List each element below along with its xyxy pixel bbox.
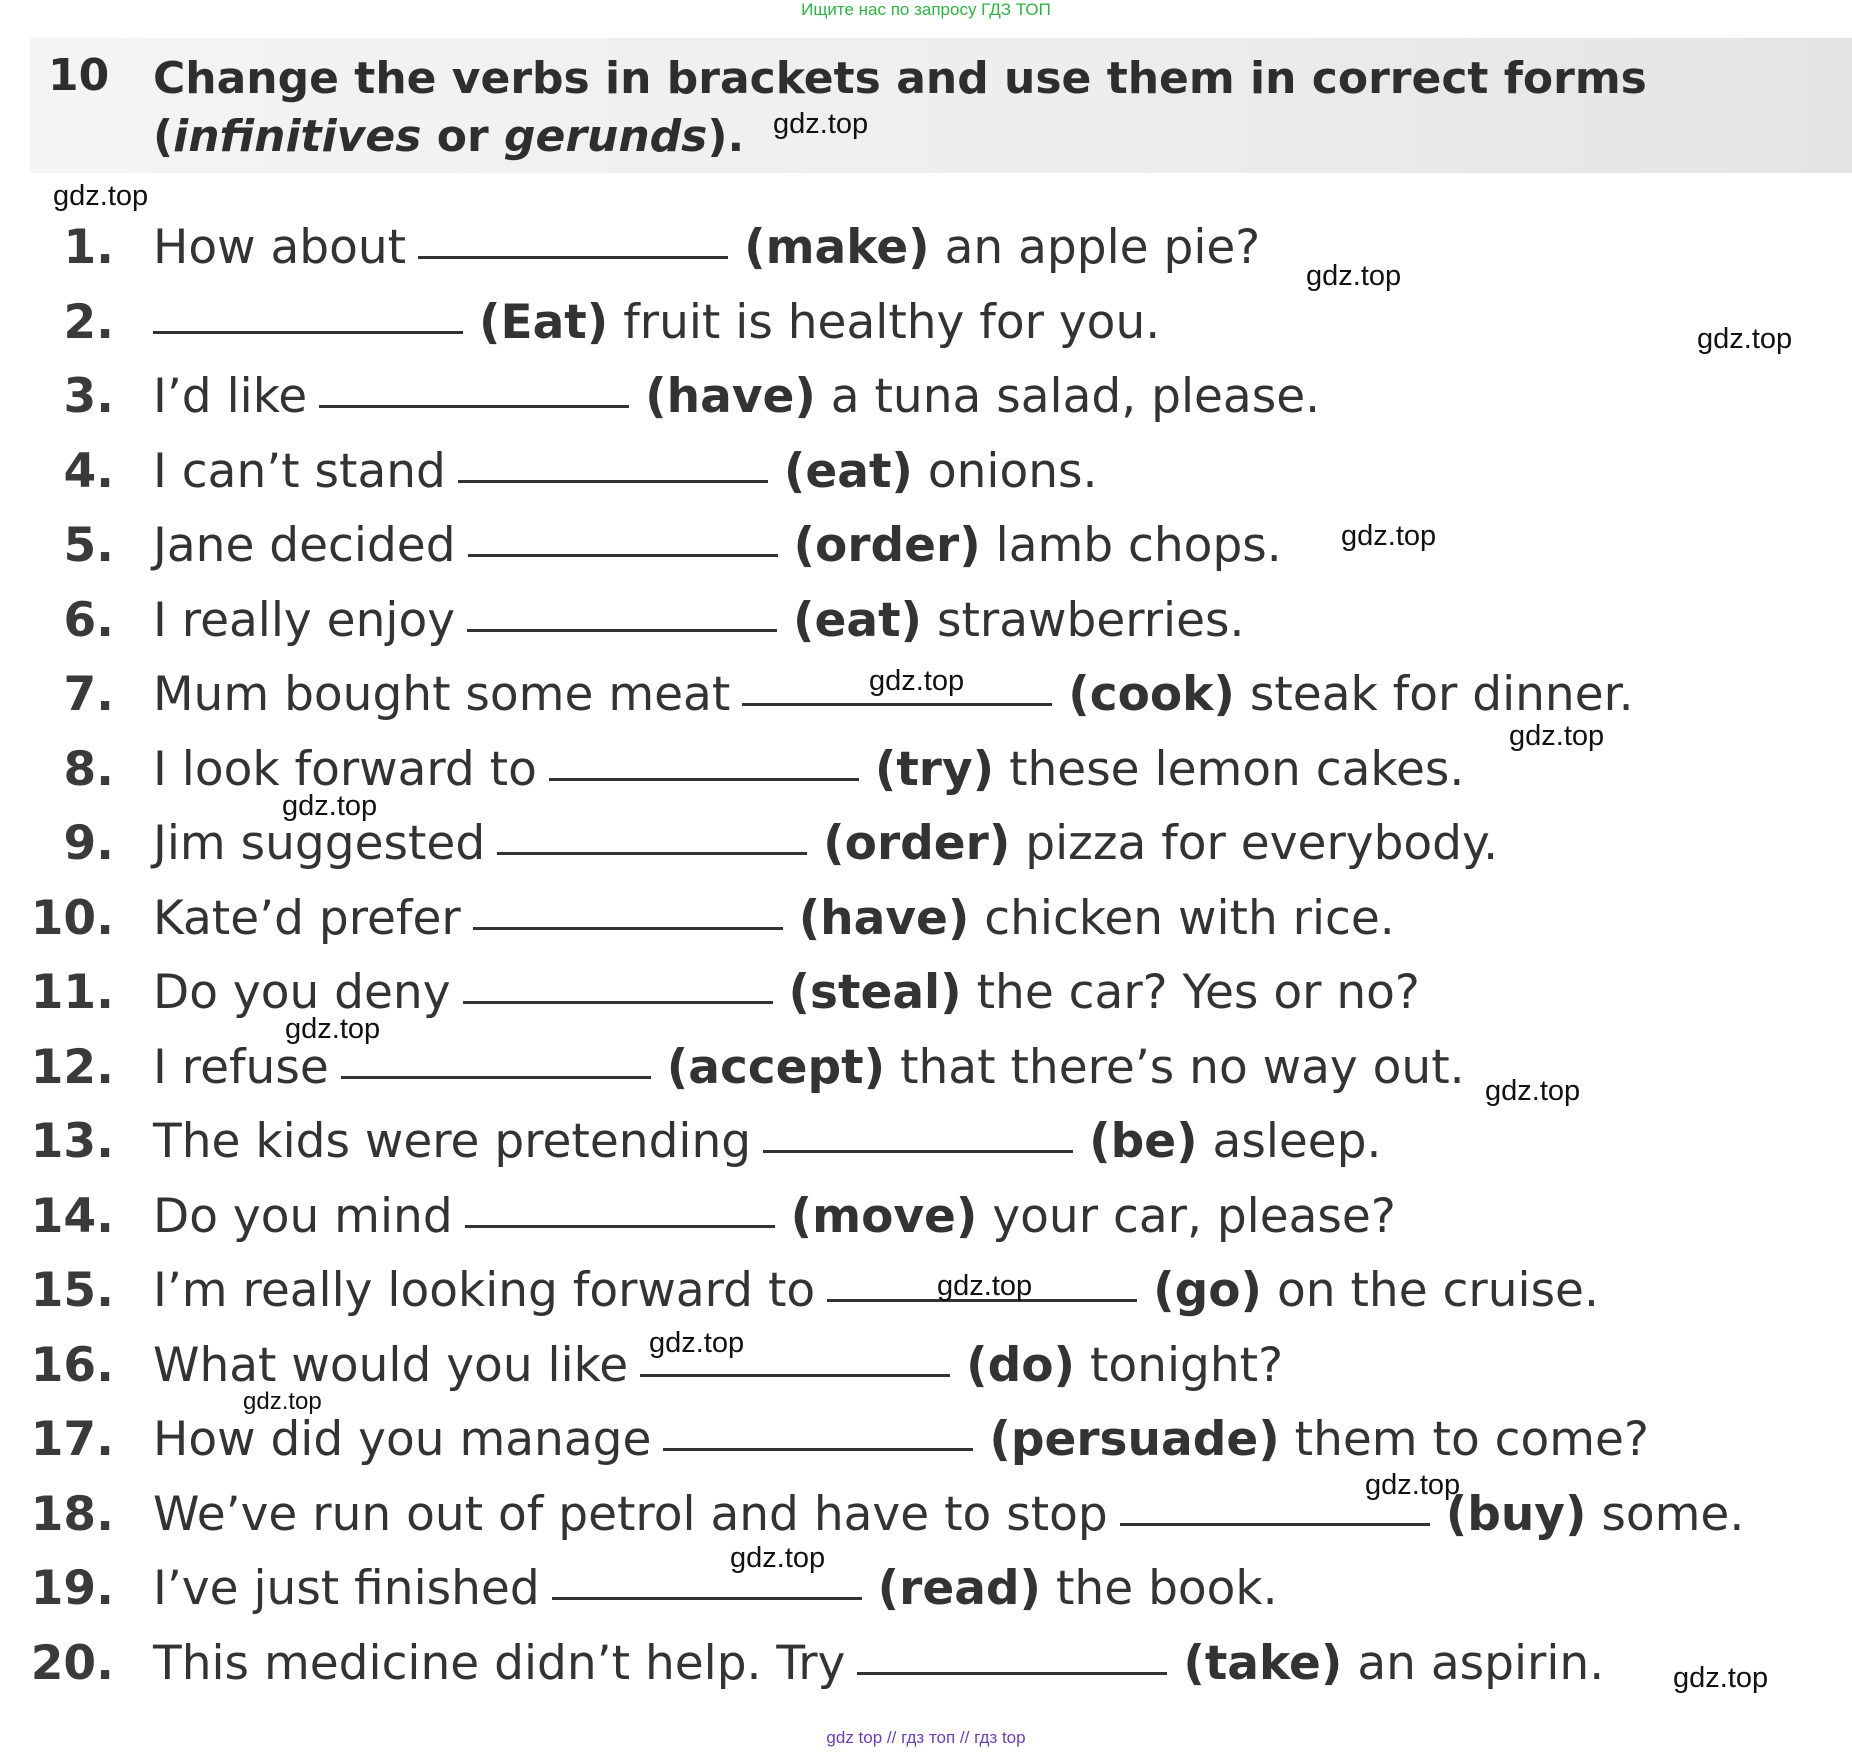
- item-sentence: [153, 218, 1260, 278]
- item-number: 19.: [30, 1561, 114, 1616]
- verb-hint: (persuade): [989, 1412, 1280, 1467]
- item-number: 10.: [30, 890, 114, 946]
- verb-hint: (take): [1183, 1635, 1343, 1691]
- watermark: gdz.top: [1673, 1662, 1769, 1694]
- answer-blank[interactable]: [552, 1593, 862, 1600]
- verb-hint: (Eat): [479, 294, 609, 350]
- item-number: 13.: [30, 1114, 114, 1169]
- item-sentence: [153, 293, 1160, 353]
- verb-hint: (go): [1153, 1263, 1263, 1318]
- sentence-end: some.: [1601, 1486, 1745, 1542]
- instructions-infinitives: infinitives: [173, 111, 422, 162]
- sentence-start: I’m really looking forward to: [153, 1263, 816, 1318]
- item-sentence: [153, 1485, 1744, 1545]
- sentence-end: pizza for everybody.: [1025, 816, 1499, 871]
- watermark: gdz.top: [773, 108, 869, 140]
- answer-blank[interactable]: [468, 550, 778, 557]
- item-number: 9.: [63, 816, 114, 871]
- watermark: gdz.top: [1509, 720, 1605, 752]
- watermark: gdz.top: [285, 1013, 381, 1045]
- sentence-start: Do you deny: [153, 965, 451, 1020]
- exercise-item: [0, 889, 1852, 949]
- search-hint-link[interactable]: Ищите нас по запросу ГДЗ ТОП: [801, 0, 1051, 19]
- item-sentence: [153, 889, 1395, 949]
- exercise-item: [0, 1485, 1852, 1545]
- watermark: gdz.top: [1485, 1075, 1581, 1107]
- verb-hint: (try): [874, 741, 995, 797]
- watermark: gdz.top: [649, 1327, 745, 1359]
- sentence-start: Do you mind: [153, 1188, 453, 1244]
- exercise-instructions: [153, 50, 1713, 166]
- instructions-paren-close: ).: [707, 111, 745, 162]
- sentence-end: your car, please?: [992, 1188, 1396, 1244]
- item-sentence: [153, 1559, 1278, 1619]
- verb-hint: (have): [798, 890, 970, 946]
- sentence-end: chicken with rice.: [984, 890, 1395, 946]
- instructions-line-1: Change the verbs in brackets and use them in correct forms: [153, 53, 1647, 104]
- answer-blank[interactable]: [763, 1146, 1073, 1153]
- exercise-item: [0, 516, 1852, 576]
- answer-blank[interactable]: [458, 476, 768, 483]
- verb-hint: (be): [1089, 1114, 1198, 1169]
- sentence-start: How about: [153, 220, 407, 275]
- instructions-or: or: [436, 111, 489, 162]
- watermark: gdz.top: [1341, 520, 1437, 552]
- sentence-end: an aspirin.: [1357, 1635, 1605, 1691]
- instructions-paren-open: (: [153, 111, 174, 162]
- verb-hint: (cook): [1068, 667, 1235, 722]
- item-number: 3.: [63, 369, 114, 424]
- watermark: gdz.top: [730, 1542, 826, 1574]
- watermark: gdz.top: [1697, 323, 1793, 355]
- answer-blank[interactable]: [742, 699, 1052, 706]
- exercise-item: [0, 1634, 1852, 1694]
- item-sentence: [153, 1261, 1599, 1321]
- item-sentence: [153, 1634, 1604, 1694]
- sentence-start: I really enjoy: [153, 592, 456, 648]
- sentence-start: Kate’d prefer: [153, 890, 461, 946]
- exercise-number: 10: [48, 50, 110, 101]
- item-sentence: [153, 1038, 1465, 1098]
- answer-blank[interactable]: [465, 1221, 775, 1228]
- exercise-item: [0, 1112, 1852, 1172]
- verb-hint: (do): [966, 1337, 1076, 1393]
- sentence-start: Jane decided: [153, 518, 456, 573]
- verb-hint: (steal): [788, 965, 962, 1020]
- item-sentence: [153, 591, 1244, 651]
- exercise-item: [0, 1261, 1852, 1321]
- item-number: 18.: [30, 1486, 114, 1542]
- sentence-end: the book.: [1056, 1561, 1278, 1616]
- item-number: 5.: [63, 518, 114, 573]
- answer-blank[interactable]: [463, 997, 773, 1004]
- sentence-start: Mum bought some meat: [153, 667, 731, 722]
- answer-blank[interactable]: [1120, 1519, 1430, 1526]
- exercise-item: [0, 1187, 1852, 1247]
- verb-hint: (order): [793, 518, 981, 573]
- verb-hint: (make): [744, 220, 930, 275]
- verb-hint: (read): [877, 1561, 1042, 1616]
- item-number: 6.: [63, 592, 114, 648]
- item-number: 4.: [63, 443, 114, 499]
- verb-hint: (accept): [666, 1039, 886, 1095]
- answer-blank[interactable]: [153, 327, 463, 334]
- sentence-start: The kids were pretending: [153, 1114, 752, 1169]
- verb-hint: (have): [645, 369, 816, 424]
- item-number: 1.: [63, 220, 114, 275]
- watermark: gdz.top: [282, 790, 378, 822]
- verb-hint: (order): [823, 816, 1011, 871]
- exercise-item: [0, 1559, 1852, 1619]
- sentence-end: an apple pie?: [944, 220, 1261, 275]
- item-number: 15.: [30, 1263, 114, 1318]
- watermark: gdz.top: [243, 1388, 322, 1415]
- footer-links[interactable]: gdz top // гдз топ // гдз top: [826, 1728, 1026, 1747]
- item-number: 2.: [63, 294, 114, 350]
- answer-blank[interactable]: [467, 625, 777, 632]
- sentence-start: This medicine didn’t help. Try: [153, 1635, 846, 1691]
- sentence-end: lamb chops.: [995, 518, 1282, 573]
- verb-hint: (buy): [1445, 1486, 1587, 1542]
- exercise-item: [0, 367, 1852, 427]
- answer-blank[interactable]: [473, 923, 783, 930]
- verb-hint: (eat): [783, 443, 913, 499]
- sentence-end: asleep.: [1212, 1114, 1382, 1169]
- sentence-start: I look forward to: [153, 741, 537, 797]
- exercise-item: [0, 1336, 1852, 1396]
- item-number: 16.: [30, 1337, 114, 1393]
- item-sentence: [153, 516, 1282, 576]
- sentence-end: tonight?: [1089, 1337, 1284, 1393]
- exercise-item: [0, 591, 1852, 651]
- sentence-start: Jim suggested: [153, 816, 486, 871]
- sentence-end: a tuna salad, please.: [830, 369, 1321, 424]
- answer-blank[interactable]: [418, 252, 728, 259]
- sentence-end: these lemon cakes.: [1009, 741, 1465, 797]
- exercise-item: [0, 218, 1852, 278]
- watermark: gdz.top: [53, 180, 149, 212]
- answer-blank[interactable]: [549, 774, 859, 781]
- item-sentence: [153, 442, 1097, 502]
- sentence-start: I’d like: [153, 369, 308, 424]
- watermark: gdz.top: [1365, 1469, 1461, 1501]
- answer-blank[interactable]: [640, 1370, 950, 1377]
- sentence-end: that there’s no way out.: [900, 1039, 1465, 1095]
- instructions-gerunds: gerunds: [503, 111, 708, 162]
- answer-blank[interactable]: [663, 1444, 973, 1451]
- sentence-start: What would you like: [153, 1337, 629, 1393]
- watermark: gdz.top: [869, 665, 965, 697]
- item-number: 17.: [30, 1412, 114, 1467]
- answer-blank[interactable]: [857, 1668, 1167, 1675]
- sentence-start: I can’t stand: [153, 443, 446, 499]
- item-sentence: [153, 367, 1320, 427]
- watermark: gdz.top: [1306, 260, 1402, 292]
- exercise-item: [0, 442, 1852, 502]
- verb-hint: (eat): [793, 592, 923, 648]
- sentence-end: the car? Yes or no?: [976, 965, 1420, 1020]
- sentence-start: I’ve just finished: [153, 1561, 540, 1616]
- sentence-end: on the cruise.: [1277, 1263, 1599, 1318]
- exercise-item: [0, 1410, 1852, 1470]
- item-sentence: [153, 1410, 1649, 1470]
- exercise-item: [0, 814, 1852, 874]
- answer-blank[interactable]: [341, 1072, 651, 1079]
- item-number: 20.: [30, 1635, 114, 1691]
- sentence-end: steak for dinner.: [1249, 667, 1634, 722]
- exercise-item: [0, 963, 1852, 1023]
- watermark: gdz.top: [937, 1270, 1033, 1302]
- item-sentence: [153, 814, 1498, 874]
- sentence-end: strawberries.: [937, 592, 1245, 648]
- item-number: 12.: [30, 1039, 114, 1095]
- sentence-start: I refuse: [153, 1039, 329, 1095]
- item-number: 8.: [63, 741, 114, 797]
- item-number: 7.: [63, 667, 114, 722]
- sentence-end: them to come?: [1294, 1412, 1649, 1467]
- sentence-end: fruit is healthy for you.: [623, 294, 1161, 350]
- answer-blank[interactable]: [319, 401, 629, 408]
- exercise-item: [0, 293, 1852, 353]
- item-number: 11.: [30, 965, 114, 1020]
- item-sentence: [153, 1112, 1381, 1172]
- sentence-start: We’ve run out of petrol and have to stop: [153, 1486, 1108, 1542]
- verb-hint: (move): [790, 1188, 978, 1244]
- sentence-end: onions.: [927, 443, 1098, 499]
- answer-blank[interactable]: [497, 848, 807, 855]
- sentence-start: How did you manage: [153, 1412, 652, 1467]
- item-number: 14.: [30, 1188, 114, 1244]
- item-sentence: [153, 1187, 1396, 1247]
